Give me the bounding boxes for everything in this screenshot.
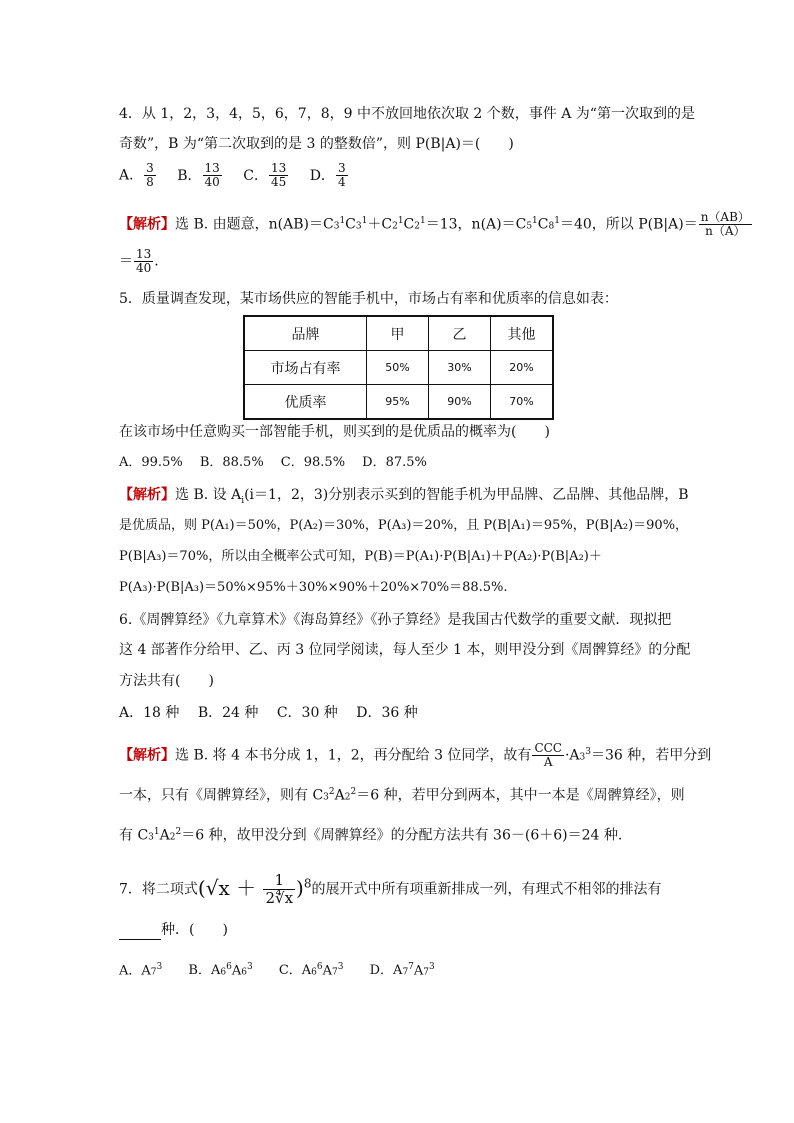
table-cell: 优质率	[244, 385, 367, 420]
exponent: 8	[303, 876, 312, 891]
solution-tag: 【解析】	[119, 747, 175, 764]
q6-solution-line3: 有 $C3^1A2^2=6$ 种，故甲没分到《周髀算经》的分配方法共有 36－(6＋6)＝24 种.	[119, 827, 623, 844]
q7-stem-text: 的展开式中所有项重新排成一列，有理式不相邻的排法有	[311, 881, 662, 898]
table-header-cell: 其他	[491, 316, 554, 351]
frac-numerator: 13	[204, 161, 220, 175]
q5-solution-text: (i＝1，2，3)分别表示买到的智能手机为甲品牌、乙品牌、其他品牌，B	[244, 487, 689, 503]
q6-solution-text: 选 B. 将 4 本书分成 1，1，2，再分配给 3 位同学，故有	[175, 747, 532, 764]
q6-solution-text: ＝6 种，若甲分到两本，其中一本是《周髀算经》，则	[356, 787, 685, 804]
q4-option-b-fraction	[203, 162, 222, 189]
period: .	[154, 253, 159, 270]
table-header-cell: 乙	[429, 316, 491, 351]
q6-stem-line1: 6.《周髀算经》《九章算术》《海岛算经》《孙子算经》是我国古代数学的重要文献．现拟把	[119, 612, 672, 628]
table-cell: 90%	[429, 385, 491, 420]
frac-numerator: 1	[263, 872, 295, 890]
q4-solution-result-fraction	[134, 248, 153, 275]
q6-solution-line2: 一本，只有《周髀算经》，则有 $C3^2A2^2=6$ 种，若甲分到两本，其中一本是《周髀算经》，则	[119, 787, 685, 804]
q6-stem-line3: 方法共有( )	[119, 673, 214, 689]
q7-stem-text: 种．( )	[161, 922, 228, 938]
frac-numerator: 13	[270, 161, 287, 175]
q5-solution-text: 选 B. 设 A	[175, 487, 242, 503]
solution-tag: 【解析】	[119, 216, 175, 233]
table-cell: 70%	[491, 385, 554, 420]
q4-option-b-label: B．	[177, 167, 202, 184]
table-cell: 30%	[429, 351, 491, 385]
q4-option-c-fraction	[269, 162, 288, 189]
q6-solution-text: 有 C	[119, 827, 149, 844]
q7-option-b: B．A	[188, 963, 221, 979]
table-row	[244, 351, 553, 385]
solution-tag: 【解析】	[119, 487, 175, 503]
q6-solution-text: ·A	[564, 747, 580, 764]
frac-numerator: 3	[337, 161, 346, 175]
table-header-cell: 品牌	[244, 316, 367, 351]
frac-denominator: 40	[136, 261, 152, 275]
table-row	[244, 316, 553, 351]
table-cell: 市场占有率	[244, 351, 367, 385]
table-cell: 95%	[367, 385, 429, 420]
q5-table	[243, 315, 554, 420]
q5-solution-line1: 【解析】选 B. 设 $A_i(i=1$，2，3)分别表示买到的智能手机为甲品牌、乙品牌、其他品牌，B	[119, 487, 689, 506]
frac-numerator: CCC	[534, 741, 562, 756]
frac-denominator: n（A）	[705, 224, 746, 239]
q7-stem-line2	[119, 920, 228, 940]
table-cell: 50%	[367, 351, 429, 385]
q7-binomial-fraction	[263, 872, 295, 907]
q7-option-d: D．A	[369, 963, 403, 979]
frac-denominator: 8	[146, 175, 154, 189]
q6-solution-text: A	[334, 787, 345, 804]
q6-stem-line2: 这 4 部著作分给甲、乙、丙 3 位同学阅读，每人至少 1 本，则甲没分到《周髀算经》的分配	[119, 642, 691, 658]
table-header-cell: 甲	[367, 316, 429, 351]
q5-solution-line4: P(A₃)·P(B|A₃)＝50%×95%＋30%×90%＋20%×70%＝88.5%.	[119, 580, 508, 595]
q4-stem-line2: 奇数”，B 为“第二次取到的是 3 的整数倍”，则 P(B|A)＝( )	[119, 136, 514, 152]
q4-option-c-label: C．	[243, 167, 268, 184]
q4-option-a-label: A．	[119, 167, 144, 184]
q7-binomial-expression: (√x ＋ $\frac{1}{2∜x}$ )$^8$	[197, 871, 312, 907]
q4-solution-text: ＋C	[367, 216, 393, 233]
answer-blank[interactable]	[119, 925, 161, 940]
q7-stem-text: 7．将二项式	[119, 881, 198, 898]
q7-option-a: A．A	[119, 963, 151, 979]
q6-solution-text: ＝6 种，故甲没分到《周髀算经》的分配方法共有 36－(6＋6)＝24 种.	[181, 827, 623, 844]
q4-solution-text: ＝40，所以 P(B|A)＝	[559, 216, 698, 233]
q4-option-d-fraction	[336, 162, 348, 189]
frac-denominator: 2∜x	[265, 889, 294, 907]
q7-option-c: C．A	[278, 963, 312, 979]
frac-numerator: n（AB）	[700, 210, 750, 225]
q7-options: A．$A7^3$ B．$A6^6A6^3$ C．$A6^6A7^3$ D．$A7^7A7^3$	[119, 962, 435, 979]
q6-solution-text: 一本，只有《周髀算经》，则有 C	[119, 787, 324, 804]
q6-solution-text: A	[159, 827, 170, 844]
q6-solution-text: ＝36 种，若甲分到	[591, 747, 712, 764]
frac-denominator: 45	[270, 175, 287, 189]
q5-solution-line2: 是优质品，则 P(A₁)＝50%，P(A₂)＝30%，P(A₃)＝20%，且 P(B|A₁)＝95%，P(B|A₂)＝90%，	[119, 518, 689, 533]
q4-solution-text: ＝13，n(A)＝C	[425, 216, 527, 233]
q4-option-d-label: D．	[309, 167, 335, 184]
q5-solution-line3: P(B|A₃)＝70%，所以由全概率公式可知，P(B)＝P(A₁)·P(B|A₁)＋P(A₂)·P(B|A₂)＋	[119, 549, 602, 564]
q4-options	[119, 162, 349, 189]
q5-question: 在该市场中任意购买一部智能手机，则买到的是优质品的概率为( )	[119, 424, 550, 440]
frac-denominator: 40	[204, 175, 220, 189]
equals-sign: ＝	[119, 253, 133, 270]
q6-solution-line1: 【解析】选 B. 将 4 本书分成 1，1，2，再分配给 3 位同学，故有 $\frac{\text{CCC}}{A}$ $\cdot A3^3=36$ 种，若甲分到	[119, 741, 712, 770]
q4-solution-line1: 【解析】选 B. 由题意，$n(AB)=C3^1C3^1+C2^1C2^1=13$，$n(A)=C5^1C8^1=40$，所以 P(B|A)＝ $\frac{n(AB)}{n(A)}$	[119, 210, 750, 239]
table-row	[244, 385, 553, 420]
q4-stem-line1: 4．从 1，2，3，4，5，6，7，8，9 中不放回地依次取 2 个数，事件 A 为“第一次取到的是	[119, 106, 695, 122]
q4-solution-line2	[119, 248, 159, 275]
q5-options: A．99.5% B．88.5% C．98.5% D．87.5%	[119, 455, 427, 470]
table-cell: 20%	[491, 351, 554, 385]
frac-numerator: 3	[146, 161, 154, 175]
q4-solution-text: 选 B. 由题意，n(AB)＝C	[175, 216, 334, 233]
q5-stem: 5．质量调查发现，某市场供应的智能手机中，市场占有率和优质率的信息如表：	[119, 291, 618, 307]
frac-denominator: 4	[337, 175, 346, 189]
q6-solution-fraction	[532, 742, 564, 769]
q7-stem-line1	[119, 872, 661, 907]
frac-numerator: 13	[136, 247, 152, 261]
q4-option-a-fraction	[144, 162, 156, 189]
q6-options: A．18 种 B．24 种 C．30 种 D．36 种	[119, 705, 418, 721]
frac-denominator: A	[543, 755, 553, 770]
q4-solution-fraction	[699, 211, 752, 238]
